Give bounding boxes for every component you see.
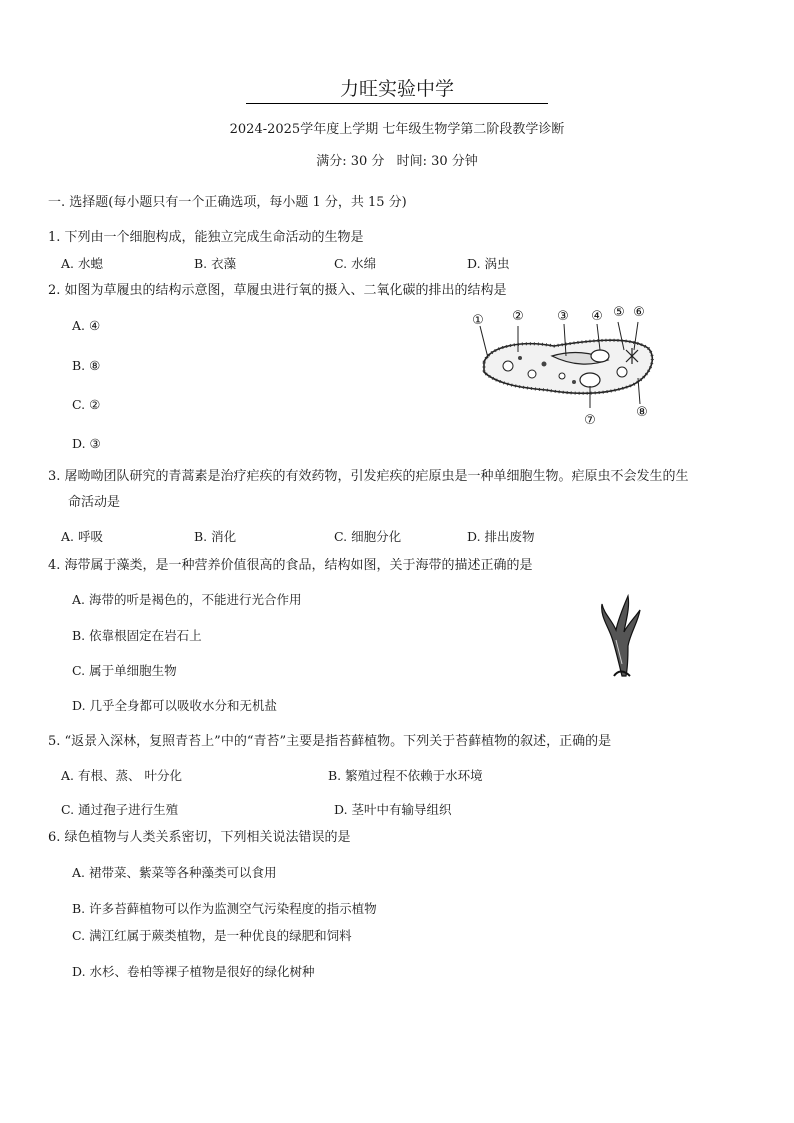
- exam-meta: [0, 150, 794, 169]
- q3-option-b: B. 消化: [194, 529, 237, 544]
- q5-option-a: A. 有根、蒸、 叶分化: [61, 768, 182, 783]
- q4-stem: 4. 海带属于藻类，是一种营养价值很高的食品，结构如图，关于海带的描述正确的是: [48, 558, 533, 573]
- q1-stem: 1. 下列由一个细胞构成，能独立完成生命活动的生物是: [48, 230, 364, 245]
- exam-subtitle: 2024-2025学年度上学期 七年级生物学第二阶段教学诊断: [229, 122, 565, 137]
- full-score: 满分: 30 分: [316, 154, 385, 169]
- diagram-label-3: ③: [557, 309, 569, 324]
- diagram-label-6: ⑥: [633, 305, 645, 320]
- q4-option-a: A. 海带的听是褐色的，不能进行光合作用: [72, 592, 302, 607]
- q4-option-d: D. 几乎全身都可以吸收水分和无机盐: [72, 698, 278, 713]
- q5-option-b: B. 繁殖过程不依赖于水环境: [328, 768, 483, 783]
- q2-option-c: C. ②: [72, 397, 101, 412]
- q6-stem: 6. 绿色植物与人类关系密切，下列相关说法错误的是: [48, 830, 351, 845]
- diagram-label-2: ②: [512, 309, 524, 324]
- q5-option-c: C. 通过孢子进行生殖: [61, 802, 179, 817]
- q3-option-a: A. 呼吸: [61, 529, 103, 544]
- q2-option-b: B. ⑧: [72, 358, 101, 373]
- diagram-label-1: ①: [472, 313, 484, 328]
- q1-option-c: C. 水绵: [334, 256, 377, 271]
- q6-option-a: A. 裙带菜、紫菜等各种藻类可以食用: [72, 865, 277, 880]
- q1-option-a: A. 水螅: [61, 256, 103, 271]
- q1-option-d: D. 涡虫: [467, 256, 510, 271]
- q3-option-d: D. 排出废物: [467, 529, 535, 544]
- q3-stem-line2: 命活动是: [68, 495, 121, 510]
- q5-stem: 5. “返景入深林，复照青苔上”中的“青苔”主要是指苔藓植物。下列关于苔藓植物的叙述，正确的是: [48, 734, 612, 749]
- q3-stem-line1: 3. 屠呦呦团队研究的青蒿素是治疗疟疾的有效药物，引发疟疾的疟原虫是一种单细胞生物。疟原虫不会发生的生: [48, 469, 689, 484]
- diagram-label-8: ⑧: [636, 405, 648, 420]
- diagram-label-5: ⑤: [613, 305, 625, 320]
- q1-option-b: B. 衣藻: [194, 256, 237, 271]
- diagram-label-4: ④: [591, 309, 603, 324]
- kelp-figure: [594, 590, 650, 680]
- q5-option-d: D. 茎叶中有输导组织: [334, 802, 452, 817]
- q6-option-d: D. 水杉、卷柏等裸子植物是很好的绿化树种: [72, 964, 315, 979]
- q6-option-b: B. 许多苔藓植物可以作为监测空气污染程度的指示植物: [72, 901, 377, 916]
- paramecium-diagram: [462, 300, 666, 434]
- q4-option-c: C. 属于单细胞生物: [72, 663, 177, 678]
- q3-option-c: C. 细胞分化: [334, 529, 402, 544]
- school-name: 力旺实验中学: [246, 74, 548, 104]
- q2-option-a: A. ④: [72, 318, 101, 333]
- q4-option-b: B. 依靠根固定在岩石上: [72, 628, 202, 643]
- q2-stem: 2. 如图为草履虫的结构示意图，草履虫进行氧的摄入、二氧化碳的排出的结构是: [48, 283, 507, 298]
- q6-option-c: C. 满江红属于蕨类植物，是一种优良的绿肥和饲料: [72, 928, 352, 943]
- q2-option-d: D. ③: [72, 436, 101, 451]
- time-limit: 时间: 30 分钟: [396, 154, 478, 169]
- diagram-label-7: ⑦: [584, 413, 596, 428]
- section-heading: 一. 选择题(每小题只有一个正确选项，每小题 1 分，共 15 分): [48, 195, 407, 210]
